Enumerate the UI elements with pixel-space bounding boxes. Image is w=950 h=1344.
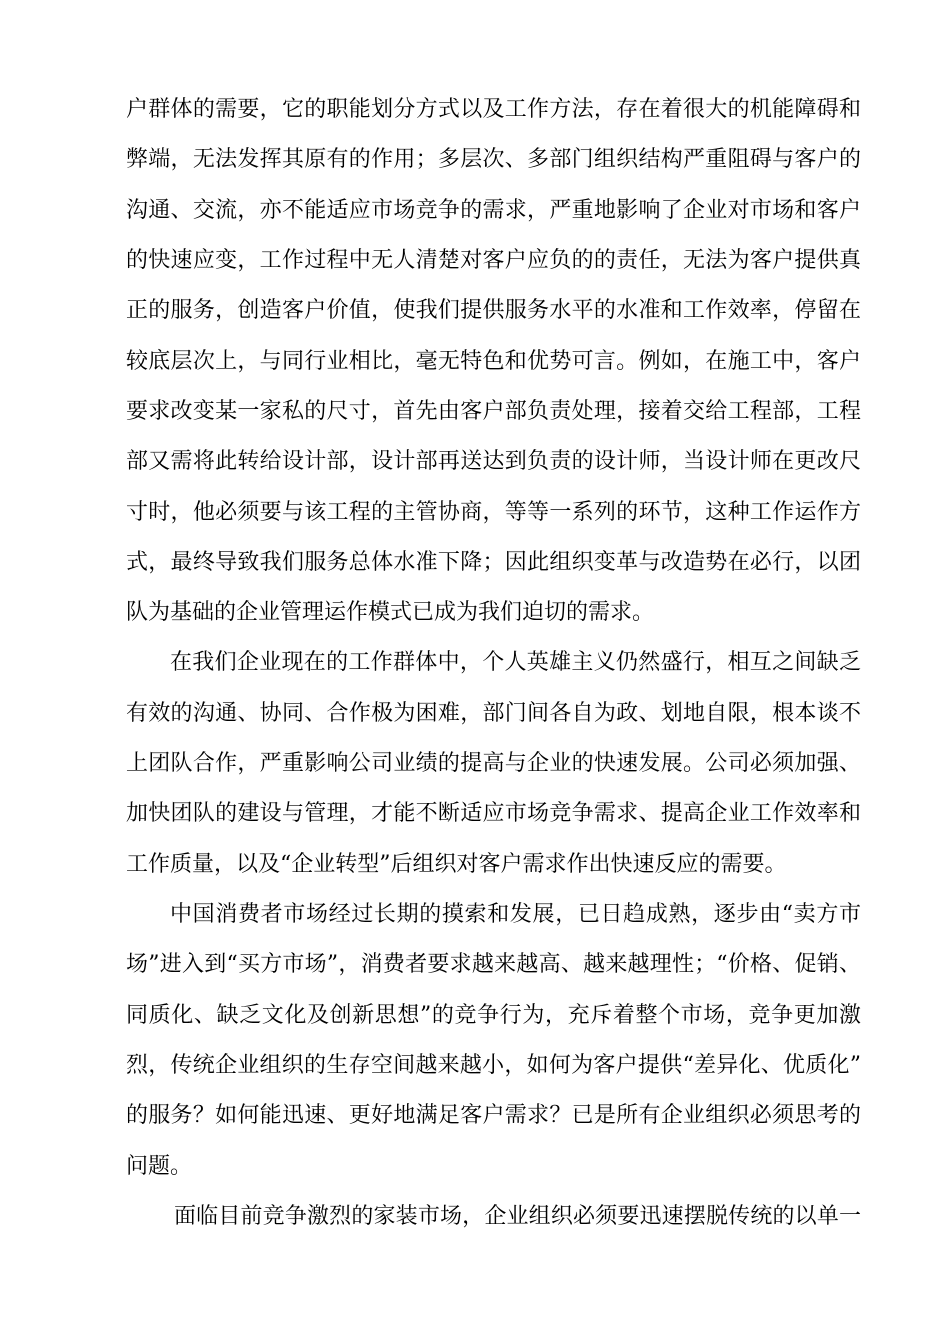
text-line: 上团队合作，严重影响公司业绩的提高与企业的快速发展。公司必须加强、 bbox=[126, 751, 861, 776]
text-line: 烈，传统企业组织的生存空间越来越小，如何为客户提供“差异化、优质化” bbox=[126, 1053, 861, 1078]
text-line: 有效的沟通、协同、合作极为困难，部门间各自为政、划地自限，根本谈不 bbox=[126, 701, 861, 726]
text-line: 寸时，他必须要与该工程的主管协商，等等一系列的环节，这种工作运作方 bbox=[126, 500, 861, 525]
text-line: 场”进入到“买方市场”，消费者要求越来越高、越来越理性；“价格、促销、 bbox=[126, 952, 861, 977]
text-line: 的快速应变，工作过程中无人清楚对客户应负的的责任，无法为客户提供真 bbox=[126, 248, 861, 273]
text-line: 弊端，无法发挥其原有的作用；多层次、多部门组织结构严重阻碍与客户的 bbox=[126, 147, 861, 172]
text-line: 加快团队的建设与管理，才能不断适应市场竞争需求、提高企业工作效率和 bbox=[126, 801, 861, 826]
text-line: 部又需将此转给设计部，设计部再送达到负责的设计师，当设计师在更改尺 bbox=[126, 449, 861, 474]
text-line: 问题。 bbox=[126, 1154, 193, 1179]
text-line: 的服务？如何能迅速、更好地满足客户需求？已是所有企业组织必须思考的 bbox=[126, 1103, 861, 1128]
text-line: 要求改变某一家私的尺寸，首先由客户部负责处理，接着交给工程部，工程 bbox=[126, 399, 861, 424]
text-line: 中国消费者市场经过长期的摸索和发展，已日趋成熟，逐步由“卖方市 bbox=[170, 902, 861, 927]
text-line: 沟通、交流，亦不能适应市场竞争的需求，严重地影响了企业对市场和客户 bbox=[126, 198, 861, 223]
text-line: 正的服务，创造客户价值，使我们提供服务水平的水准和工作效率，停留在 bbox=[126, 298, 861, 323]
text-line: 户群体的需要，它的职能划分方式以及工作方法，存在着很大的机能障碍和 bbox=[126, 97, 861, 122]
text-line: 式，最终导致我们服务总体水准下降；因此组织变革与改造势在必行，以团 bbox=[126, 550, 861, 575]
text-line: 工作质量，以及“企业转型”后组织对客户需求作出快速反应的需要。 bbox=[126, 852, 787, 877]
text-line: 在我们企业现在的工作群体中，个人英雄主义仍然盛行，相互之间缺乏 bbox=[170, 650, 861, 675]
text-line: 同质化、缺乏文化及创新思想”的竞争行为，充斥着整个市场，竞争更加激 bbox=[126, 1003, 861, 1028]
text-line: 面临目前竞争激烈的家装市场，企业组织必须要迅速摆脱传统的以单一 bbox=[174, 1204, 861, 1229]
text-line: 较底层次上，与同行业相比，毫无特色和优势可言。例如，在施工中，客户 bbox=[126, 349, 861, 374]
text-line: 队为基础的企业管理运作模式已成为我们迫切的需求。 bbox=[126, 600, 655, 625]
